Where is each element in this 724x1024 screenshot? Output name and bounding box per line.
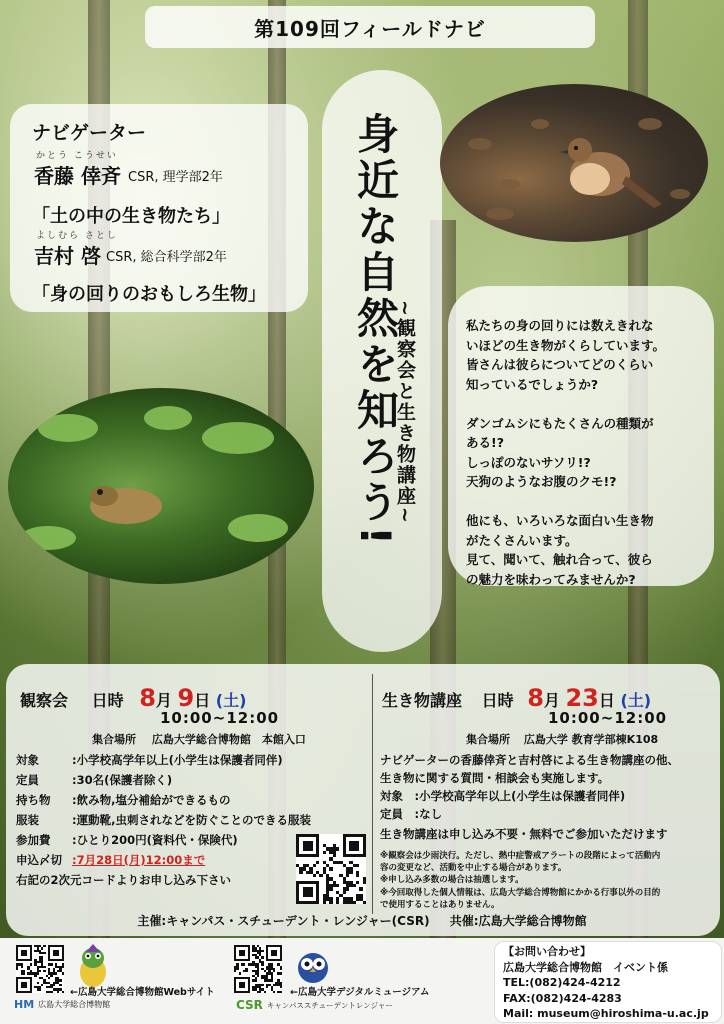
observation-detail-row [16, 772, 172, 788]
lecture-day: 23 [565, 684, 599, 712]
qr-module [41, 947, 43, 949]
qr-module [43, 952, 45, 954]
detail-key: 持ち物 [16, 793, 51, 807]
navigator-affiliation: CSR, 総合科学部2年 [106, 250, 227, 265]
observation-place [92, 731, 306, 747]
qr-module [336, 847, 339, 850]
qr-module [273, 991, 275, 993]
csr-logo-mark: CSR [236, 998, 263, 1012]
lecture-place-value: 広島大学 教育学部棟K108 [523, 733, 659, 746]
qr-module [234, 970, 236, 972]
contact-org: 広島大学総合博物館 イベント係 [503, 960, 668, 974]
bird-photo [440, 84, 708, 242]
description-line: 私たちの身の回りには数えきれな [466, 318, 654, 333]
qr-module [299, 871, 302, 874]
info-divider [372, 674, 373, 914]
frog-photo [8, 388, 314, 584]
qr-module [329, 867, 332, 870]
detail-value: :飲み物,塩分補給ができるもの [72, 793, 231, 807]
qr-module [50, 975, 52, 977]
note-line: ※今回取得した個人情報は、広島大学総合博物館にかかる行事以外の目的 [380, 887, 661, 898]
navigator-ruby: かとう こうせい [36, 151, 118, 161]
qr-module [62, 972, 64, 974]
digital-museum-link[interactable]: ←広島大学デジタルミュージアム [290, 987, 430, 998]
qr-module [62, 966, 64, 968]
lecture-day-unit: 日 [598, 691, 615, 710]
qr-module [261, 963, 263, 965]
deadline-row [16, 852, 205, 868]
qr-module [255, 979, 257, 981]
qr-module [25, 954, 27, 956]
note-line: ※観察会は少雨決行。ただし、熱中症警戒アラートの段階によって活動内 [380, 851, 661, 861]
detail-key: 定員 [16, 773, 39, 787]
qr-module [353, 884, 356, 887]
qr-module [356, 847, 359, 850]
main-title: 身近な自然を知ろう! [351, 112, 400, 550]
qr-module [62, 991, 64, 993]
qr-module [329, 887, 332, 890]
event-title-bar [145, 6, 595, 48]
observation-detail-row [16, 832, 238, 848]
qr-module [280, 986, 282, 988]
detail-key: 参加費 [16, 833, 51, 847]
detail-value: :運動靴,虫刺されなどを防ぐことのできる服装 [72, 813, 311, 827]
lecture-line: 生き物講座は申し込み不要・無料でご参加いただけます [380, 827, 668, 841]
qr-module [243, 963, 245, 965]
observation-month-unit: 月 [155, 691, 172, 710]
qr-module [55, 972, 57, 974]
bird-illustration [440, 84, 708, 242]
observation-label: 観察会 [20, 691, 69, 710]
qr-module [48, 977, 50, 979]
lecture-line: ナビゲーターの香藤倖斉と吉村啓による生き物講座の他、 [380, 753, 679, 767]
apply-note-text: 右記の2次元コードよりお申し込み下さい [16, 873, 231, 887]
qr-module [261, 984, 263, 986]
qr-module [261, 950, 263, 952]
qr-module [21, 966, 23, 968]
qr-module [356, 881, 359, 884]
qr-module [57, 954, 59, 956]
qr-module [41, 984, 43, 986]
note-line: ※申し込み多数の場合は抽選します。 [380, 875, 524, 886]
qr-module [53, 984, 55, 986]
navigator-name: 香藤 倖斉 [34, 164, 121, 188]
description-line: ある!? [466, 435, 504, 450]
host: キャンパス・スチューデント・レンジャー(CSR) [166, 914, 430, 928]
qr-module [16, 968, 18, 970]
lecture-line: 生き物に関する質問・相談会も実施します。 [380, 771, 610, 785]
note-line: 容の変更など、活動を中止する場合があります。 [380, 863, 567, 874]
qr-module [323, 901, 326, 904]
observation-month: 8 [139, 684, 156, 712]
qr-module [349, 871, 352, 874]
observation-weekday: (土) [215, 691, 247, 710]
digital-museum-qr-code[interactable] [234, 945, 282, 993]
qr-module [359, 887, 362, 890]
lecture-label: 生き物講座 [382, 691, 463, 710]
qr-module [62, 959, 64, 961]
observation-day-unit: 日 [194, 691, 211, 710]
lecture-weekday: (土) [620, 691, 652, 710]
qr-module [323, 851, 326, 854]
qr-module [39, 988, 41, 990]
observation-detail-row [16, 812, 311, 828]
museum-logo-text: 広島大学総合博物館 [38, 1000, 111, 1009]
detail-value: :小学校高学年以上(小学生は保護者同伴) [72, 753, 283, 767]
qr-module [43, 970, 45, 972]
description-line: 他にも、いろいろな面白い生き物 [466, 513, 654, 528]
observation-detail-row [16, 792, 230, 808]
lecture-heading [382, 684, 651, 712]
qr-module [353, 901, 356, 904]
qr-module [245, 970, 247, 972]
qr-module [23, 972, 25, 974]
contact-fax: FAX:(082)424-4283 [503, 991, 622, 1005]
navigator-affiliation: CSR, 理学部2年 [128, 170, 223, 185]
owl-mascot-icon [294, 944, 332, 984]
description-line: いほどの生き物がくらしています。 [466, 337, 666, 353]
contact-box [494, 941, 722, 1023]
organizer-line [0, 912, 724, 929]
qr-module [39, 970, 41, 972]
deadline-value: :7月28日(月)12:00まで [72, 853, 206, 867]
observation-day: 9 [177, 684, 195, 712]
qr-module [280, 991, 282, 993]
navigator-ruby: よしむら さとし [36, 231, 118, 241]
qr-module [280, 959, 282, 961]
qr-module [333, 854, 336, 857]
qr-module [316, 861, 319, 864]
qr-module [34, 975, 36, 977]
qr-module [248, 959, 250, 961]
lecture-line: 定員 :なし [380, 807, 443, 821]
frog-illustration [8, 388, 314, 584]
qr-module [59, 979, 61, 981]
qr-module [313, 874, 316, 877]
qr-module [363, 881, 366, 884]
qr-module [264, 991, 266, 993]
lecture-month-unit: 月 [543, 691, 560, 710]
description-line [466, 394, 706, 414]
qr-module [243, 986, 245, 988]
qr-module [336, 901, 339, 904]
museum-web-qr-code[interactable] [16, 945, 64, 993]
cohost-label: 共催: [449, 914, 479, 928]
qr-module [257, 975, 259, 977]
qr-module [25, 986, 27, 988]
lecture-date-label: 日時 [481, 691, 514, 710]
qr-module [37, 972, 39, 974]
qr-module [243, 954, 245, 956]
qr-module [280, 972, 282, 974]
qr-module [248, 991, 250, 993]
contact-mail[interactable]: Mail: museum@hiroshima-u.ac.jp [503, 1007, 709, 1021]
qr-module [329, 901, 332, 904]
qr-module [309, 894, 312, 897]
museum-web-link[interactable]: ←広島大学総合博物館Webサイト [70, 987, 215, 998]
qr-module [336, 884, 339, 887]
qr-module [356, 864, 359, 867]
qr-module [261, 956, 263, 958]
qr-module [316, 854, 319, 857]
qr-module [50, 991, 52, 993]
description-line: がたくさんいます。 [466, 532, 578, 548]
qr-module [271, 979, 273, 981]
qr-module [275, 954, 277, 956]
description-line: しっぽのないサソリ!? [466, 454, 591, 470]
csr-logo-text: キャンパススチューデントレンジャー [266, 1000, 393, 1010]
sub-title: ~観察会と生き物講座~ [394, 300, 416, 525]
lecture-place [466, 731, 658, 747]
qr-module [319, 874, 322, 877]
detail-value: :30名(保護者除く) [72, 773, 173, 787]
lecture-line: 対象 :小学校高学年以上(小学生は保護者同伴) [380, 789, 626, 803]
lecture-month: 8 [527, 684, 544, 712]
navigator-heading: ナビゲーター [32, 122, 147, 144]
contact-tel[interactable]: TEL:(082)424-4212 [503, 976, 621, 990]
event-title: 第109回フィールドナビ [254, 16, 486, 41]
qr-module [356, 874, 359, 877]
application-qr-code[interactable] [296, 834, 366, 904]
observation-date-label: 日時 [91, 691, 124, 710]
qr-module [313, 864, 316, 867]
qr-module [57, 991, 59, 993]
lecture-notes [380, 850, 714, 911]
description-line: 皆さんは彼らについてどのくらい [466, 357, 654, 372]
qr-module [50, 963, 52, 965]
navigator-topic: 「土の中の生き物たち」 [32, 206, 230, 227]
qr-module [259, 991, 261, 993]
museum-logo-mark: HM [14, 998, 35, 1011]
detail-key: 服装 [16, 813, 39, 827]
qr-module [363, 901, 366, 904]
qr-module [30, 959, 32, 961]
host-label: 主催: [137, 914, 167, 928]
apply-note [16, 872, 231, 888]
qr-module [236, 968, 238, 970]
qr-module [37, 982, 39, 984]
observation-time: 10:00~12:00 [160, 709, 280, 727]
observation-detail-row [16, 752, 283, 768]
qr-module [343, 891, 346, 894]
qr-module [363, 854, 366, 857]
lecture-place-label: 集合場所 [466, 733, 510, 746]
navigator-panel [10, 104, 308, 312]
navigator-name: 吉村 啓 [34, 244, 101, 268]
qr-module [59, 984, 61, 986]
qr-module [316, 901, 319, 904]
cohost: 広島大学総合博物館 [478, 914, 587, 928]
description-line: ダンゴムシにもたくさんの種類が [466, 415, 654, 431]
navigator-topic: 「身の回りのおもしろ生物」 [32, 284, 266, 305]
csr-logo [236, 998, 393, 1012]
detail-value: :ひとり200円(資料代・保険代) [72, 833, 238, 847]
qr-module [30, 963, 32, 965]
qr-module [43, 966, 45, 968]
lecture-time: 10:00~12:00 [548, 709, 668, 727]
observation-place-value: 広島大学総合博物館 本館入口 [151, 733, 306, 746]
description-line: 天狗のようなお腹のクモ!? [466, 474, 617, 489]
detail-key: 対象 [16, 753, 39, 767]
description-line: 見て、聞いて、触れ合って、彼ら [466, 552, 653, 567]
observation-place-label: 集合場所 [92, 733, 136, 746]
qr-module [239, 972, 241, 974]
qr-module [30, 991, 32, 993]
qr-module [346, 887, 349, 890]
qr-module [266, 986, 268, 988]
qr-module [280, 968, 282, 970]
description-line [466, 492, 706, 512]
contact-title: 【お問い合わせ】 [503, 945, 591, 958]
qr-module [309, 847, 312, 850]
note-line: で使用することはありません。 [380, 899, 500, 910]
qr-module [346, 874, 349, 877]
description-line: 知っているでしょうか? [466, 376, 599, 392]
description-text [466, 316, 706, 589]
observation-heading [20, 684, 246, 712]
qr-module [43, 945, 45, 947]
deadline-label: 申込〆切 [16, 853, 62, 867]
qr-module [273, 970, 275, 972]
description-line: の魅力を味わってみませんか? [466, 571, 636, 587]
museum-logo [14, 998, 110, 1011]
